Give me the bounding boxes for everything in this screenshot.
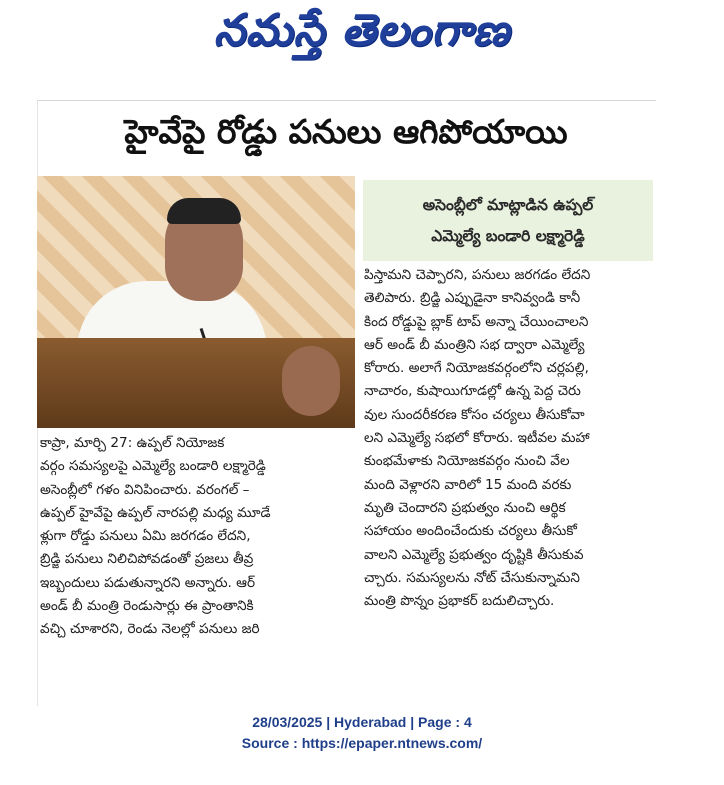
article-line: వుల సుందరీకరణ కోసం చర్యలు తీసుకోవా	[364, 406, 585, 423]
article-line: కుంభమేళాకు నియోజకవర్గం నుంచి వేల	[364, 453, 570, 470]
source-footer	[0, 712, 724, 754]
article-line: కాప్రా, మార్చి 27: ఉప్పల్ నియోజక	[40, 435, 225, 451]
footer-source-line: Source : https://epaper.ntnews.com/	[241, 735, 483, 751]
article-line: మంత్రి పొన్నం ప్రభాకర్ బదులిచ్చారు.	[364, 593, 555, 610]
newspaper-masthead	[0, 0, 724, 72]
article-line: పిస్తామని చెప్పారని, పనులు జరగడం లేదని	[364, 267, 591, 283]
article-column-right	[364, 264, 654, 613]
article-line: సహాయం అందించేందుకు చర్యలు తీసుకో	[364, 523, 577, 540]
article-line: కింద రోడ్డుపై బ్లాక్ టాప్ అన్నా చేయించాలని	[364, 313, 589, 330]
subheadline-line-2: ఎమ్మెల్యే బండారి లక్ష్మారెడ్డి	[431, 226, 585, 245]
article-line: ఇబ్బందులు పడుతున్నారని అన్నారు. ఆర్	[40, 574, 256, 591]
article-line: వర్గం సమస్యలపై ఎమ్మెల్యే బండారి లక్ష్మారెడ్డి	[40, 458, 266, 475]
article-line: బ్రిడ్జి పనులు నిలిచిపోవడంతో ప్రజలు తీవ్ర	[40, 551, 254, 568]
article-line: ఉప్పల్ హైవేపై ఉప్పల్ నారపల్లి మధ్య మూడే	[40, 504, 271, 521]
masthead-title: నమస్తే తెలంగాణ	[213, 5, 511, 56]
article-line: వాలని ఎమ్మెల్యే ప్రభుత్వం దృష్టికి తీసుకువ	[364, 546, 584, 563]
article-line: అండ్ బీ మంత్రి రెండుసార్లు ఈ ప్రాంతానికి	[40, 598, 254, 615]
article-line: ఆర్ అండ్ బీ మంత్రిని సభ ద్వారా ఎమ్మెల్యే	[364, 336, 585, 353]
article-column-left	[40, 432, 356, 642]
photo-person-hair	[167, 198, 241, 224]
headline-text: హైవేపై రోడ్డు పనులు ఆగిపోయాయి	[124, 111, 568, 151]
subheadline-box	[363, 180, 653, 261]
article-line: అసెంబ్లీలో గళం వినిపించారు. వరంగల్ –	[40, 481, 250, 498]
article-line: మృతి చెందారని ప్రభుత్వం నుంచి ఆర్థిక	[364, 499, 566, 516]
photo-speaker-icon	[37, 176, 355, 428]
article-line: మంది వెళ్లారని వారిలో 15 మంది వరకు	[364, 476, 572, 493]
article-line: ళ్లుగా రోడ్డు పనులు ఏమి జరగడం లేదని,	[40, 528, 251, 545]
headline	[37, 104, 655, 166]
subheadline-line-1: అసెంబ్లీలో మాట్లాడిన ఉప్పల్	[422, 195, 594, 214]
article-line: వచ్చి చూశారని, రెండు నెలల్లో పనులు జరి	[40, 621, 260, 638]
article-line: చ్చారు. సమస్యలను నోట్ చేసుకున్నామని	[364, 569, 580, 586]
photo-second-person	[282, 346, 340, 416]
article-line: తెలిపారు. బ్రిడ్జి ఎప్పుడైనా కానివ్వండి కానీ	[364, 290, 581, 307]
article-line: కోరారు. అలాగే నియోజకవర్గంలోని చర్లపల్లి,	[364, 360, 589, 377]
footer-date-line: 28/03/2025 | Hyderabad | Page : 4	[252, 714, 472, 730]
article-line: లని ఎమ్మెల్యే సభలో కోరారు. ఇటీవల మహా	[364, 430, 590, 447]
article-line: నాచారం, కుషాయిగూడల్లో ఉన్న పెద్ద చెరు	[364, 383, 581, 400]
